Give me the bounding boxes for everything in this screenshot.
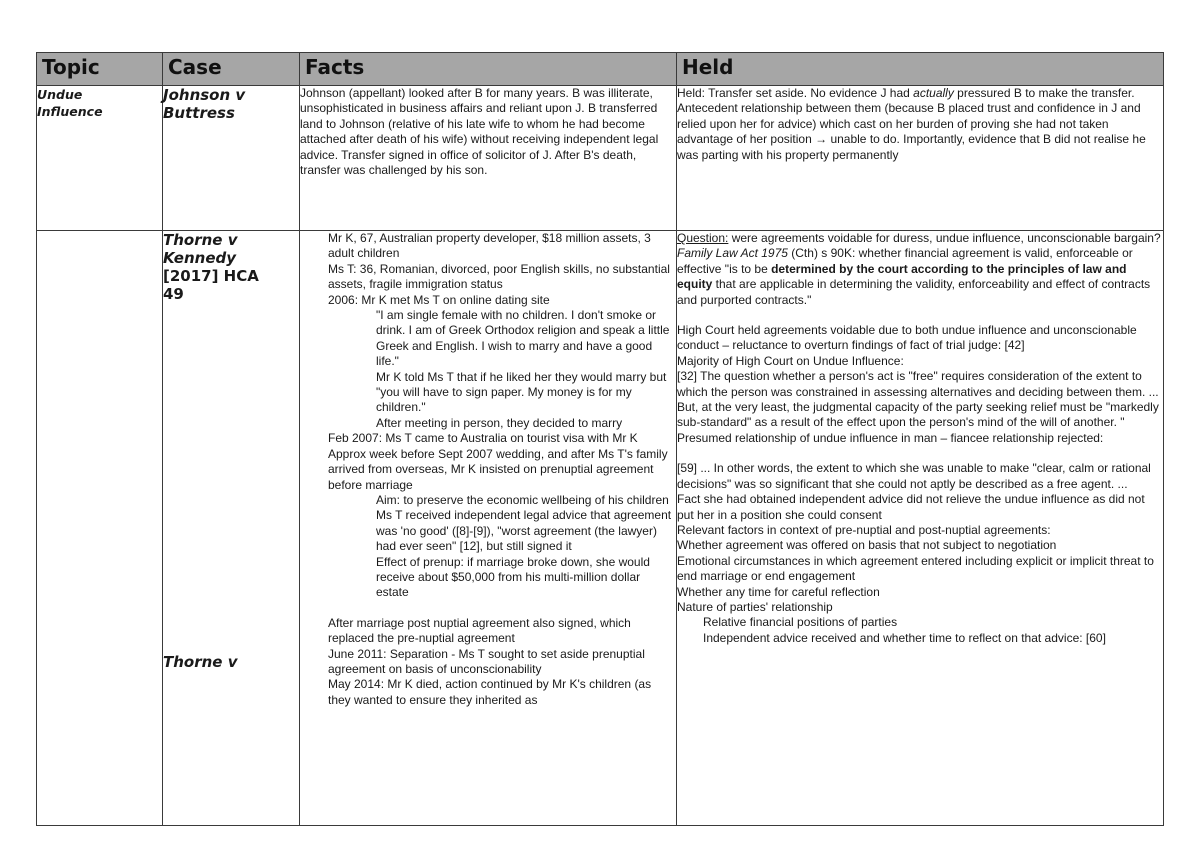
case-citation-line2: 49 bbox=[163, 285, 184, 303]
fact-item: Mr K, 67, Australian property developer, $18 million assets, 3 adult children bbox=[328, 231, 651, 261]
statute-emphasis: determined by the court according to the principles of law and equity bbox=[677, 261, 1127, 292]
held-item: High Court held agreements voidable due to both undue influence and unconscionable conduct – reluctance to overturn findings of fact of trial judge: [42] bbox=[677, 323, 1137, 353]
topic-label-line2: Influence bbox=[37, 104, 103, 119]
case-name-line1: Thorne v bbox=[163, 231, 238, 249]
held-text-part: unable to do. Importantly, evidence that B did not realise he was parting with his property permanently bbox=[677, 132, 1146, 162]
fact-item: May 2014: Mr K died, action continued by Mr K's children (as they wanted to ensure they inherited as bbox=[328, 677, 652, 707]
case-cell bbox=[163, 86, 300, 231]
fact-item: Ms T: 36, Romanian, divorced, poor English skills, no substantial assets, fragile immigration status bbox=[328, 261, 670, 292]
facts-text: Johnson (appellant) looked after B for many years. B was illiterate, unsophisticated in business affairs and reliant upon J. B transferred land to Johnson (relative of his late wife to whom he had become attached after death of his wife) without receiving independent legal advice. Transfer signed in office of solicitor of J. After B's death, transfer was challenged by his son. bbox=[300, 86, 659, 178]
fact-item: After marriage post nuptial agreement also signed, which replaced the pre-nuptial agreement bbox=[328, 615, 631, 646]
case-cell bbox=[163, 231, 300, 826]
topic-cell bbox=[37, 231, 163, 826]
held-emphasis: actually bbox=[913, 86, 954, 100]
held-factor: Whether any time for careful reflection bbox=[677, 584, 880, 599]
header-case: Case bbox=[163, 53, 300, 86]
spacer bbox=[677, 446, 1163, 461]
topic-label-line1: Undue bbox=[37, 87, 83, 102]
held-factor: Whether agreement was offered on basis that not subject to negotiation bbox=[677, 538, 1057, 553]
case-name-line2: Kennedy bbox=[163, 249, 237, 267]
held-text-part: pressured B to make the transfer. Antecedent relationship between them (because B placed trust and confidence in J and relied upon her for advice) which cast on her burden of proving she had not taken advantage of her position bbox=[677, 86, 1141, 147]
held-item: Presumed relationship of undue influence in man – fiancee relationship rejected: bbox=[677, 430, 1104, 445]
held-question bbox=[677, 231, 1163, 246]
held-subfactor: Independent advice received and whether time to reflect on that advice: [60] bbox=[703, 630, 1106, 645]
statute-text: that are applicable in determining the validity, enforceability and effect of contracts and purported contracts." bbox=[677, 277, 1151, 307]
case-name-continued: Thorne v bbox=[163, 653, 238, 671]
fact-subitem: After meeting in person, they decided to marry bbox=[376, 415, 623, 430]
fact-quote: "I am single female with no children. I don't smoke or drink. I am of Greek Orthodox religion and speak a little Greek and English. I wish to marry and have a good life." bbox=[376, 308, 670, 369]
case-notes-table bbox=[36, 52, 1164, 826]
case-name-line2: Buttress bbox=[163, 104, 235, 122]
held-subfactor: Relative financial positions of parties bbox=[703, 615, 898, 630]
fact-item: June 2011: Separation - Ms T sought to set aside prenuptial agreement on basis of unconscionability bbox=[328, 646, 645, 676]
fact-subitem: Aim: to preserve the economic wellbeing of his children bbox=[376, 492, 669, 507]
arrow-icon: → bbox=[815, 132, 828, 147]
case-name-line1: Johnson v bbox=[163, 86, 246, 104]
fact-item: 2006: Mr K met Ms T on online dating site bbox=[328, 292, 550, 307]
held-text-part: Held: Transfer set aside. No evidence J had bbox=[677, 86, 914, 100]
table-row bbox=[37, 231, 1164, 826]
header-facts: Facts bbox=[300, 53, 677, 86]
statute-text: (Cth) s 90K: whether financial agreement is valid, enforceable or effective "is to be bbox=[677, 246, 1133, 276]
question-label: Question: bbox=[677, 231, 729, 245]
held-item: Fact she had obtained independent advice did not relieve the undue influence as did not put her in a position she could consent bbox=[677, 492, 1145, 522]
held-factor: Emotional circumstances in which agreement entered including explicit or implicit threat to end marriage or end engagement bbox=[677, 553, 1154, 584]
held-quote: [59] ... In other words, the extent to which she was unable to make "clear, calm or rational decisions" was so significant that she could not aptly be described as a free agent. ... bbox=[677, 461, 1151, 491]
header-held: Held bbox=[677, 53, 1164, 86]
held-text bbox=[677, 86, 1163, 163]
topic-cell bbox=[37, 86, 163, 231]
header-topic: Topic bbox=[37, 53, 163, 86]
held-factor: Nature of parties' relationship bbox=[677, 599, 833, 614]
case-citation-line1: [2017] HCA bbox=[163, 267, 259, 285]
held-cell bbox=[677, 86, 1164, 231]
fact-item: Approx week before Sept 2007 wedding, and after Ms T's family arrived from overseas, Mr K insisted on prenuptial agreement before marriage bbox=[328, 446, 668, 492]
spacer bbox=[677, 308, 1163, 323]
held-statute bbox=[677, 246, 1163, 308]
facts-cell bbox=[300, 231, 677, 826]
table-header-row bbox=[37, 53, 1164, 86]
fact-subitem: Effect of prenup: if marriage broke down, she would receive about $50,000 from his multi-million dollar estate bbox=[376, 554, 650, 600]
held-cell bbox=[677, 231, 1164, 826]
table-row bbox=[37, 86, 1164, 231]
spacer bbox=[300, 601, 676, 616]
held-item: Relevant factors in context of pre-nuptial and post-nuptial agreements: bbox=[677, 522, 1051, 537]
question-text: were agreements voidable for duress, undue influence, unconscionable bargain? bbox=[728, 231, 1161, 245]
facts-cell bbox=[300, 86, 677, 231]
held-quote: [32] The question whether a person's act is "free" requires consideration of the extent to which the person was constrained in assessing alternatives and deciding between them. ... But, at the very least, the judgmental capacity of the party seeking relief must be "markedly sub-standard" as a result of the effect upon the person's mind of the will of another. " bbox=[677, 369, 1159, 430]
fact-quote: Mr K told Ms T that if he liked her they would marry but "you will have to sign paper. My money is for my children." bbox=[376, 369, 667, 415]
fact-subitem: Ms T received independent legal advice that agreement was 'no good' ([8]-[9]), "worst agreement (the lawyer) had ever seen" [12], but still signed it bbox=[376, 508, 672, 554]
statute-title: Family Law Act 1975 bbox=[677, 246, 788, 261]
held-item: Majority of High Court on Undue Influence: bbox=[677, 353, 904, 368]
fact-item: Feb 2007: Ms T came to Australia on tourist visa with Mr K bbox=[328, 431, 638, 446]
